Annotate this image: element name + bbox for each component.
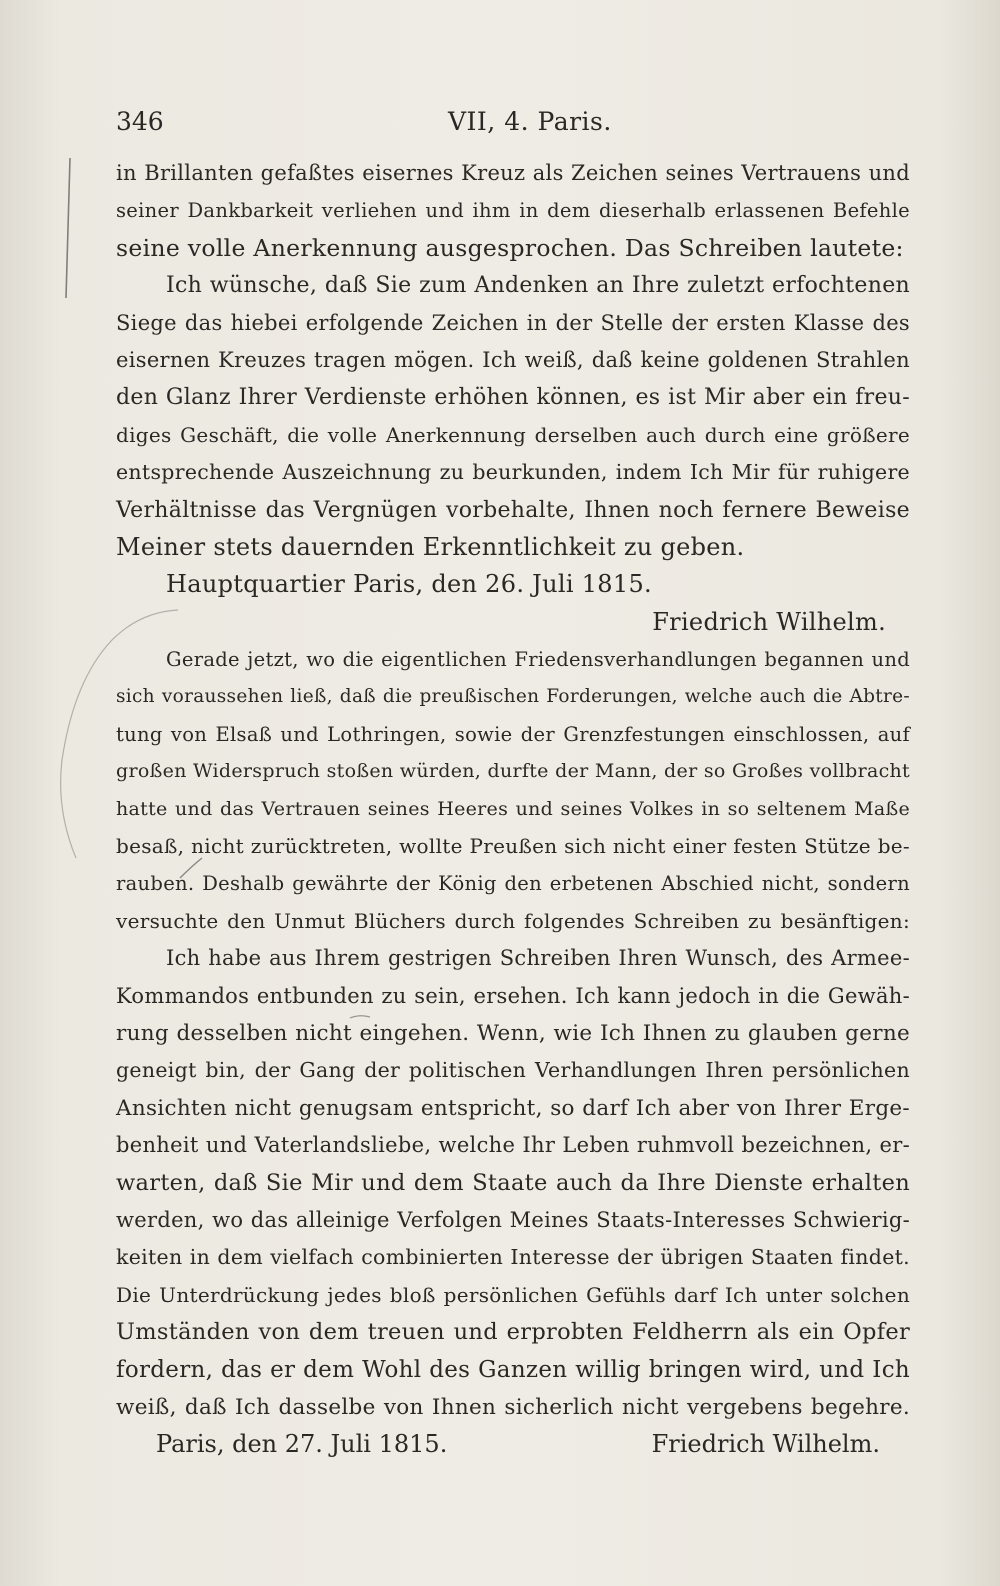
letter-closing-signature: Friedrich Wilhelm. bbox=[651, 1430, 880, 1459]
letter-text-line: rung desselben nicht eingehen. Wenn, wie Ich Ihnen zu glauben gerne bbox=[116, 1020, 910, 1046]
letter-text-line: entsprechende Auszeichnung zu beurkunden, indem Ich Mir für ruhigere bbox=[116, 460, 910, 485]
text-line: großen Widerspruch stoßen würden, durfte der Mann, der so Großes vollbracht bbox=[116, 760, 910, 783]
letter-text-line: den Glanz Ihrer Verdienste erhöhen können, es ist Mir aber ein freu- bbox=[116, 385, 910, 411]
letter-text-line: Kommandos entbunden zu sein, ersehen. Ich kann jedoch in die Gewäh- bbox=[116, 983, 910, 1008]
letter-text-line: werden, wo das alleinige Verfolgen Meines Staats-Interesses Schwierig- bbox=[116, 1207, 910, 1232]
text-line: versuchte den Unmut Blüchers durch folgendes Schreiben zu besänftigen: bbox=[116, 908, 910, 933]
text-line: seine volle Anerkennung ausgesprochen. Das Schreiben lautete: bbox=[116, 233, 904, 262]
text-line: sich voraussehen ließ, daß die preußischen Forderungen, welche auch die Abtre- bbox=[116, 686, 910, 708]
letter-text-line: Meiner stets dauernden Erkenntlichkeit zu geben. bbox=[116, 532, 745, 561]
letter-text-line: Ich habe aus Ihrem gestrigen Schreiben Ihren Wunsch, des Armee- bbox=[166, 946, 910, 971]
letter-closing bbox=[116, 1426, 910, 1463]
letter-text-line: fordern, das er dem Wohl des Ganzen willig bringen wird, und Ich bbox=[116, 1356, 910, 1383]
body-text bbox=[116, 155, 910, 1464]
letter-text-line: Ansichten nicht genugsam entspricht, so darf Ich aber von Ihrer Erge- bbox=[116, 1095, 910, 1121]
text-line: hatte und das Vertrauen seines Heeres und seines Volkes in so seltenem Maße bbox=[116, 797, 910, 820]
running-head: VII, 4. Paris. bbox=[448, 107, 612, 136]
text-line: besaß, nicht zurücktreten, wollte Preußen sich nicht einer festen Stütze be- bbox=[116, 834, 910, 859]
letter-dateline: Hauptquartier Paris, den 26. Juli 1815. bbox=[166, 570, 652, 599]
letter-text-line: Ich wünsche, daß Sie zum Andenken an Ihre zuletzt erfochtenen bbox=[166, 273, 910, 299]
letter-text-line: weiß, daß Ich dasselbe von Ihnen sicherlich nicht vergebens begehre. bbox=[116, 1394, 910, 1420]
letter-text-line: Verhältnisse das Vergnügen vorbehalte, Ihnen noch fernere Beweise bbox=[116, 497, 910, 523]
letter-text-line: Siege das hiebei erfolgende Zeichen in der Stelle der ersten Klasse des bbox=[116, 310, 910, 335]
letter-text-line: eisernen Kreuzes tragen mögen. Ich weiß, daß keine goldenen Strahlen bbox=[116, 347, 910, 372]
letter-text-line: benheit und Vaterlandsliebe, welche Ihr Leben ruhmvoll bezeichnen, er- bbox=[116, 1133, 910, 1158]
page-number: 346 bbox=[116, 107, 164, 136]
letter-text-line: diges Geschäft, die volle Anerkennung derselben auch durch eine größere bbox=[116, 422, 910, 447]
letter-text-line: Umständen von dem treuen und erprobten Feldherrn als ein Opfer bbox=[116, 1319, 910, 1346]
letter-text-line: keiten in dem vielfach combinierten Interesse der übrigen Staaten findet. bbox=[116, 1245, 910, 1270]
letter-text-line: Die Unterdrückung jedes bloß persönlichen Gefühls darf Ich unter solchen bbox=[116, 1282, 910, 1307]
text-line: rauben. Deshalb gewährte der König den erbetenen Abschied nicht, sondern bbox=[116, 872, 910, 896]
letter-text-line: warten, daß Sie Mir und dem Staate auch da Ihre Dienste erhalten bbox=[116, 1169, 910, 1196]
page-header bbox=[116, 102, 916, 142]
letter-closing-dateline: Paris, den 27. Juli 1815. bbox=[156, 1430, 448, 1459]
text-line: seiner Dankbarkeit verliehen und ihm in dem dieserhalb erlassenen Befehle bbox=[116, 199, 910, 223]
text-line: in Brillanten gefaßtes eisernes Kreuz als Zeichen seines Vertrauens und bbox=[116, 161, 910, 185]
text-line: tung von Elsaß und Lothringen, sowie der Grenzfestungen einschlossen, auf bbox=[116, 722, 910, 746]
letter-signature: Friedrich Wilhelm. bbox=[652, 607, 886, 636]
margin-pencil-line bbox=[66, 158, 70, 298]
letter-text-line: geneigt bin, der Gang der politischen Verhandlungen Ihren persönlichen bbox=[116, 1058, 910, 1083]
text-line: Gerade jetzt, wo die eigentlichen Friedensverhandlungen begannen und bbox=[166, 648, 910, 672]
